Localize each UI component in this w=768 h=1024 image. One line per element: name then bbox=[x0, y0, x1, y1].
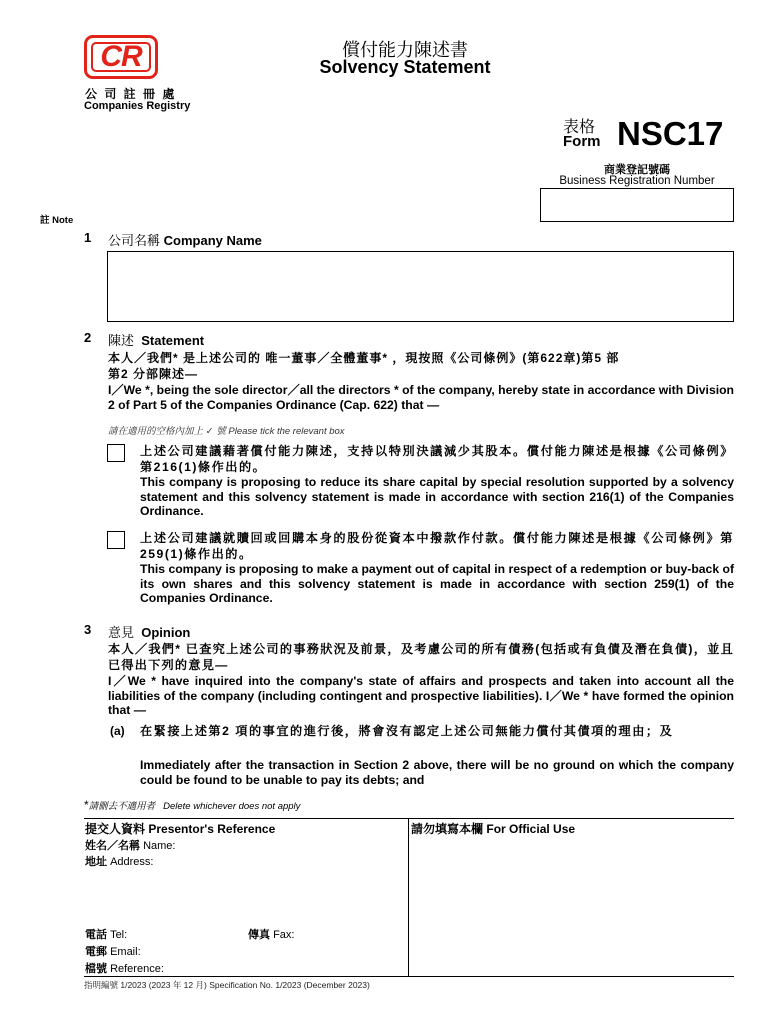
brn-label-en: Business Registration Number bbox=[559, 175, 715, 187]
official-use-zh: 請勿填寫本欄 bbox=[411, 822, 484, 836]
registry-name-zh: 公 司 註 冊 處 bbox=[85, 87, 177, 101]
presenter-fax-zh: 傳真 bbox=[248, 929, 270, 941]
presenter-address-field[interactable] bbox=[85, 853, 153, 869]
cr-logo bbox=[84, 35, 158, 79]
form-label-zh: 表格 bbox=[563, 119, 596, 136]
presenter-reference-en: Reference: bbox=[110, 963, 164, 975]
section1-label-en: Company Name bbox=[163, 233, 262, 248]
statement-intro-en: I／We *, being the sole director／all the directors * of the company, hereby state in accordance with Division 2 of Part 5 of the Companies Ordinance (Cap. 622) that — bbox=[108, 383, 734, 412]
presenter-address-zh: 地址 bbox=[85, 856, 107, 868]
item-a-zh: 在緊接上述第2 項的事宜的進行後，將會沒有認定上述公司無能力償付其債項的理由；及 bbox=[140, 724, 674, 738]
registry-name-en: Companies Registry bbox=[84, 100, 191, 112]
presenter-reference-field[interactable] bbox=[85, 960, 164, 976]
section3-label-en: Opinion bbox=[141, 625, 191, 640]
form-label-en: Form bbox=[563, 133, 601, 150]
presenter-tel-field[interactable] bbox=[85, 926, 127, 942]
section1-title bbox=[108, 230, 262, 249]
brn-label-zh: 商業登記號碼 bbox=[604, 164, 670, 176]
official-use-en: For Official Use bbox=[486, 822, 576, 836]
presenter-fax-field[interactable] bbox=[248, 926, 294, 942]
presenter-email-zh: 電郵 bbox=[85, 946, 107, 958]
logo-text: CR bbox=[100, 40, 142, 73]
section1-number: 1 bbox=[84, 230, 92, 245]
presenter-email-en: Email: bbox=[110, 946, 141, 958]
specification-number: 指明編號 1/2023 (2023 年 12 月) Specification No. 1/2023 (December 2023) bbox=[84, 980, 370, 990]
opinion-intro-en: I／We * have inquired into the company's state of affairs and prospects and taken into account all the liabilities of the company (including contingent and prospective liabilities). I／We * have formed the opinion that — bbox=[108, 674, 734, 717]
statement-intro-zh bbox=[108, 350, 734, 382]
section3-number: 3 bbox=[84, 622, 92, 637]
option-b-checkbox[interactable] bbox=[107, 531, 125, 549]
section2-label-en: Statement bbox=[141, 333, 205, 348]
presenter-name-field[interactable] bbox=[85, 837, 175, 853]
section1-label-zh: 公司名稱 bbox=[108, 233, 161, 248]
footnote-star: * bbox=[84, 798, 89, 812]
bottom-box-bottom-rule bbox=[84, 976, 734, 977]
presenter-title-zh: 提交人資料 bbox=[85, 822, 146, 836]
footnote bbox=[84, 798, 300, 812]
note-label: 註 Note bbox=[40, 215, 74, 226]
presenter-fax-en: Fax: bbox=[273, 929, 295, 941]
option-a-en: This company is proposing to reduce its share capital by special resolution supported by a solvency statement and this solvency statement is made in accordance with section 216(1) of the Companies Ordinance. bbox=[140, 475, 734, 518]
section2-number: 2 bbox=[84, 330, 92, 345]
form-title-zh: 償付能力陳述書 bbox=[342, 40, 468, 60]
statement-intro-zh-line1: 本人／我們* 是上述公司的 唯一董事／全體董事* ，現按照《公司條例》(第622章)第5 部 bbox=[108, 351, 620, 365]
bottom-box-divider bbox=[408, 818, 409, 976]
section3-label-zh: 意見 bbox=[108, 625, 135, 640]
option-a-zh: 上述公司建議藉著償付能力陳述，支持以特別決議減少其股本。償付能力陳述是根據《公司條例》第216(1)條作出的。 bbox=[140, 444, 734, 474]
presenter-title bbox=[85, 820, 275, 837]
company-name-input[interactable] bbox=[107, 251, 734, 322]
section2-label-zh: 陳述 bbox=[108, 333, 135, 348]
item-a-label: (a) bbox=[110, 724, 125, 738]
official-use-title bbox=[411, 820, 575, 837]
form-number: NSC17 bbox=[617, 115, 724, 152]
opinion-intro-zh: 本人／我們* 已查究上述公司的事務狀況及前景，及考慮公司的所有債務(包括或有負債及潛在負債)，並且已得出下列的意見— bbox=[108, 642, 734, 672]
brn-input[interactable] bbox=[540, 188, 734, 222]
tick-note: 請在適用的空格內加上 ✓ 號 Please tick the relevant box bbox=[108, 426, 345, 437]
form-title-en: Solvency Statement bbox=[319, 57, 491, 77]
footnote-zh: 請刪去不適用者 bbox=[88, 801, 156, 812]
presenter-email-field[interactable] bbox=[85, 943, 141, 959]
presenter-reference-zh: 檔號 bbox=[85, 963, 107, 975]
option-b-zh: 上述公司建議就贖回或回購本身的股份從資本中撥款作付款。償付能力陳述是根據《公司條例》第259(1)條作出的。 bbox=[140, 531, 734, 561]
presenter-name-zh: 姓名／名稱 bbox=[85, 840, 140, 852]
presenter-name-en: Name: bbox=[143, 840, 176, 852]
section3-title bbox=[108, 622, 190, 641]
footnote-en: Delete whichever does not apply bbox=[163, 801, 301, 812]
statement-intro-zh-line2: 第2 分部陳述— bbox=[108, 367, 199, 381]
presenter-title-en: Presentor's Reference bbox=[148, 822, 276, 836]
item-a-en: Immediately after the transaction in Section 2 above, there will be no ground on which the company could be found to be unable to pay its debts; and bbox=[140, 758, 734, 787]
presenter-tel-zh: 電話 bbox=[85, 929, 107, 941]
presenter-address-en: Address: bbox=[110, 856, 154, 868]
section2-title bbox=[108, 330, 204, 349]
option-a-checkbox[interactable] bbox=[107, 444, 125, 462]
presenter-tel-en: Tel: bbox=[110, 929, 128, 941]
option-b-en: This company is proposing to make a payment out of capital in respect of a redemption or buy-back of its own shares and this solvency statement is made in accordance with section 259(1) of the Companies Ordinance. bbox=[140, 562, 734, 605]
bottom-box-top-rule bbox=[84, 818, 734, 819]
